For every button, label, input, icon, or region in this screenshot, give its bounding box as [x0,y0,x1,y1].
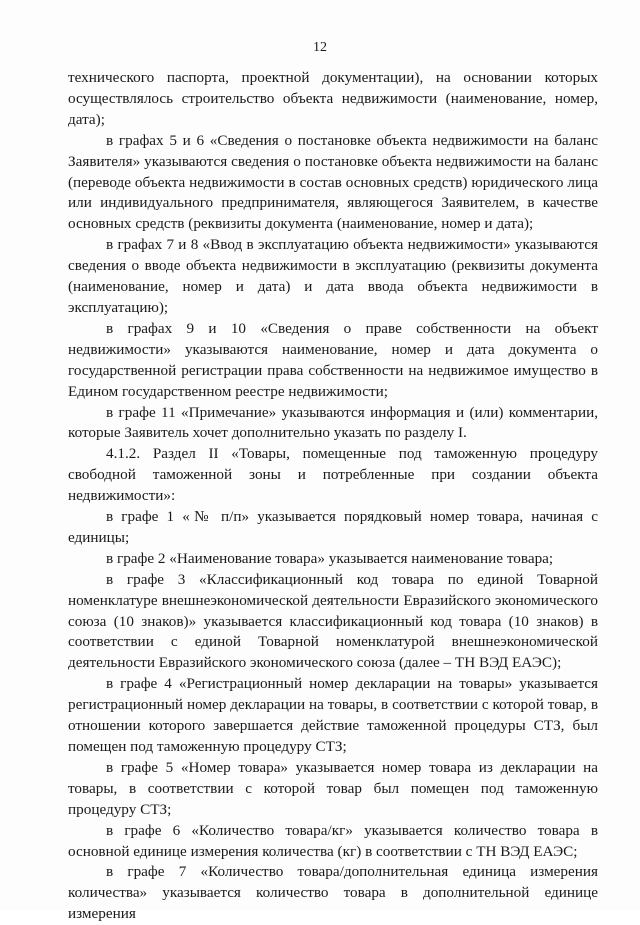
paragraph: в графе 1 «№ п/п» указывается порядковый номер товара, начиная с единицы; [68,508,598,546]
section-heading-paragraph: 4.1.2. Раздел II «Товары, помещенные под таможенную процедуру свободной таможенной зоны и потребленные при создании объекта недвижимости»: [68,445,598,505]
paragraph: в графе 7 «Количество товара/дополнительная единица измерения количества» указывается количество товара в дополнительной единице измерения [68,863,598,923]
paragraph: в графе 6 «Количество товара/кг» указывается количество товара в основной единице измерения количества (кг) в соответствии с ТН ВЭД ЕАЭС; [68,821,598,860]
paragraph: в графе 4 «Регистрационный номер декларации на товары» указывается регистрационный номер декларации на товары, в соответствии с которой товар, в отношении которого завершается действие таможенной процедуры СТЗ, был помещен под таможенную процедуру СТЗ; [68,675,598,755]
paragraph: в графе 3 «Классификационный код товара по единой Товарной номенклатуре внешнеэкономической деятельности Евразийского экономического союза (10 знаков)» указывается классификационный код товара (10 знаков) в соответствии с единой Товарной номенклатурой внешнеэкономической деятельности Евразийского экономического союза (далее – ТН ВЭД ЕАЭС); [68,570,598,672]
paragraph: в графе 5 «Номер товара» указывается номер товара из декларации на товары, в соответствии с которой товар был помещен под таможенную процедуру СТЗ; [68,758,598,818]
document-body [68,68,598,925]
paragraph: в графах 5 и 6 «Сведения о постановке объекта недвижимости на баланс Заявителя» указываются сведения о постановке объекта недвижимости на баланс (переводе объекта недвижимости в состав основных средств) юридического лица или индивидуального предпринимателя, являющегося Заявителем, в качестве основных средств (реквизиты документа (наименование, номер и дата); [68,131,598,233]
page-number: 12 [313,40,327,55]
paragraph: в графе 2 «Наименование товара» указывается наименование товара; [106,549,554,567]
paragraph: технического паспорта, проектной документации), на основании которых осуществлялось строительство объекта недвижимости (наименование, номер, дата); [68,69,598,128]
paragraph: в графах 7 и 8 «Ввод в эксплуатацию объекта недвижимости» указываются сведения о вводе объекта недвижимости в эксплуатацию (реквизиты документа (наименование, номер и дата) и дата ввода объекта недвижимости в эксплуатацию); [68,236,598,316]
paragraph: в графах 9 и 10 «Сведения о праве собственности на объект недвижимости» указываются наименование, номер и дата документа о государственной регистрации права собственности на недвижимое имущество в Едином государственном реестре недвижимости; [68,319,598,400]
paragraph: в графе 11 «Примечание» указываются информация и (или) комментарии, которые Заявитель хочет дополнительно указать по разделу I. [68,403,598,442]
